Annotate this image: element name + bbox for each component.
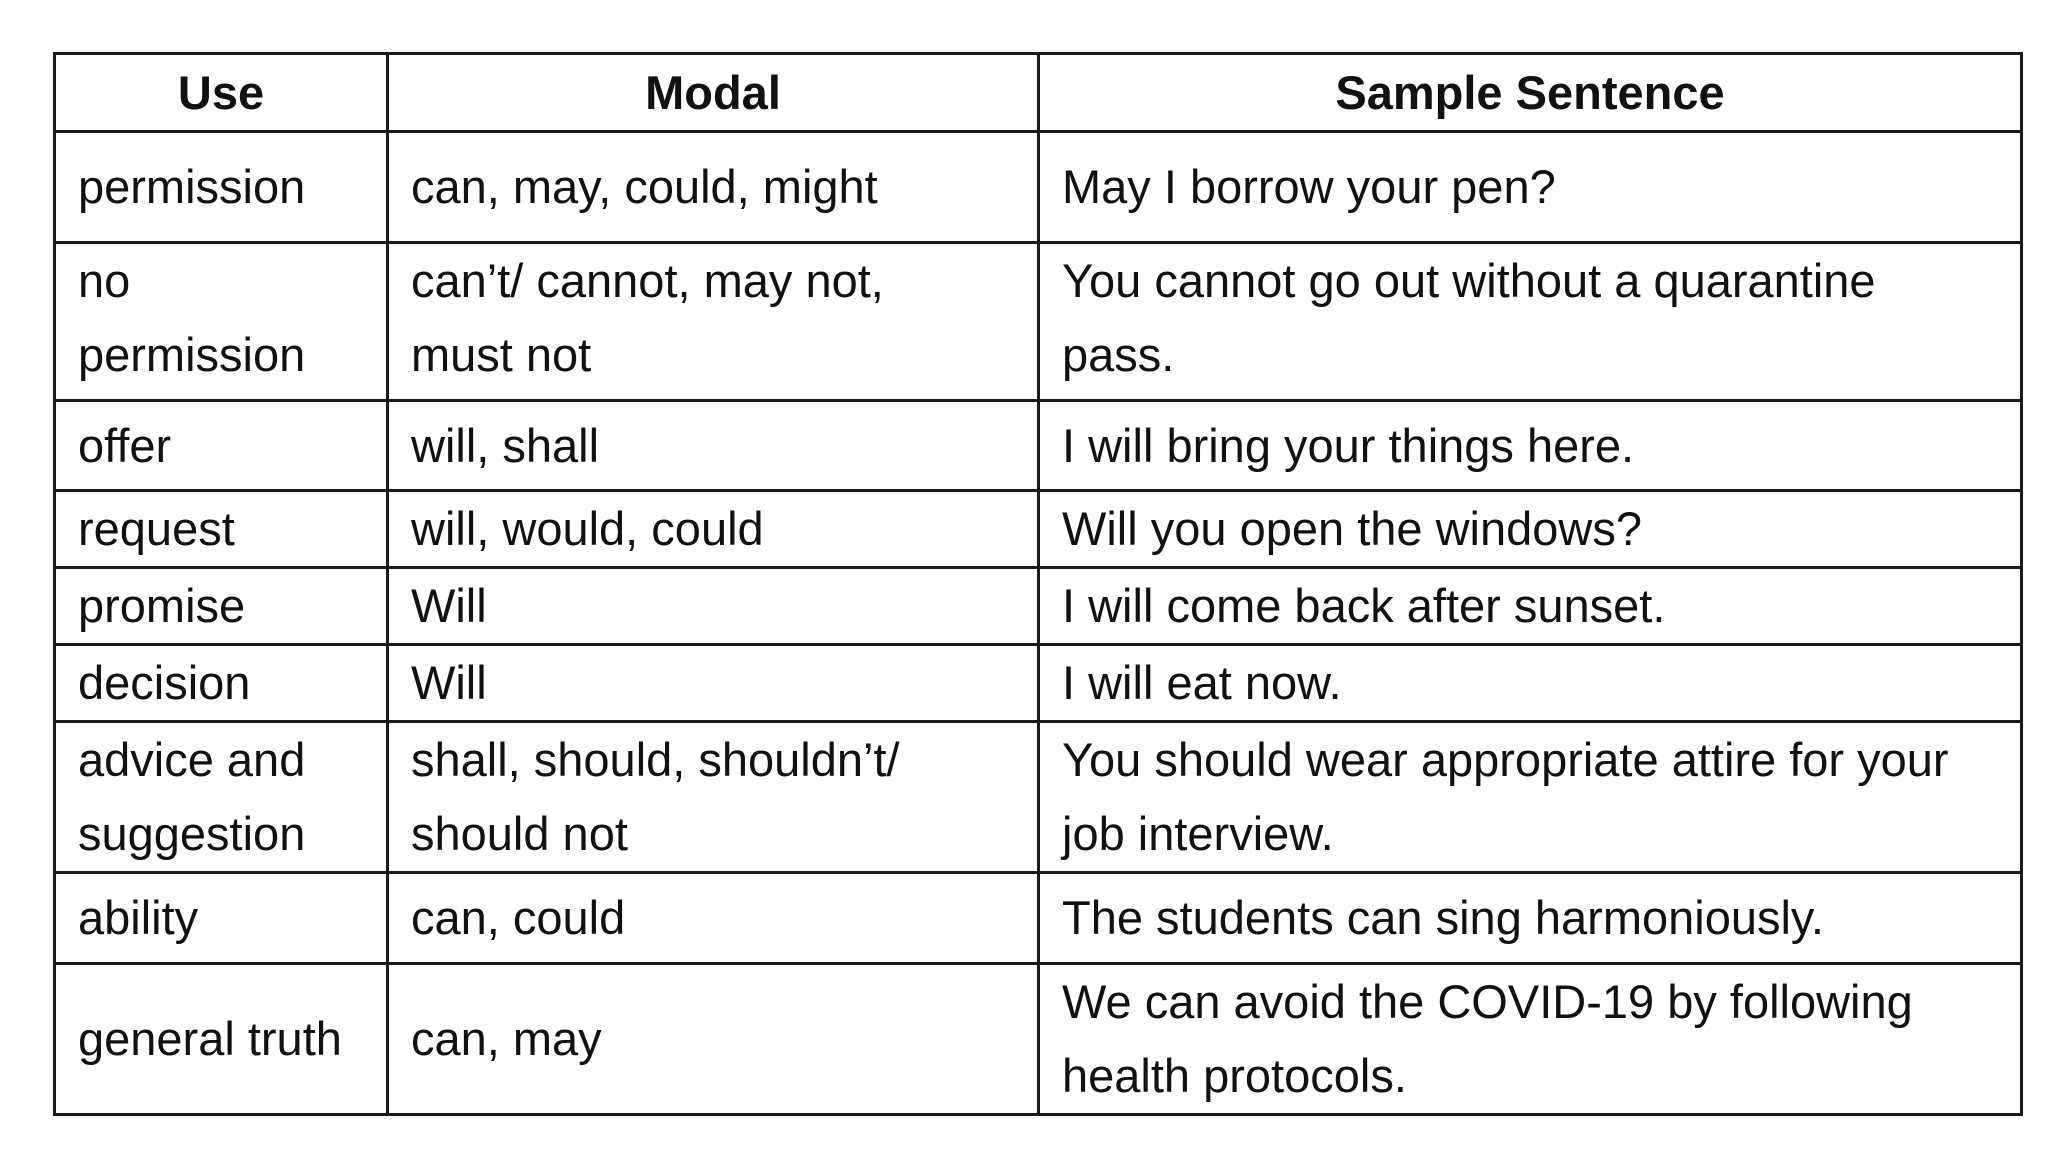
table-row — [55, 568, 2022, 645]
cell-use — [55, 401, 388, 491]
modal-text: Will — [411, 579, 487, 632]
header-use: Use — [55, 54, 388, 132]
sample-text: The students can sing harmoniously. — [1062, 891, 1824, 944]
cell-modal — [388, 722, 1039, 873]
cell-sample — [1039, 722, 2022, 873]
sample-text: I will come back after sunset. — [1062, 579, 1666, 632]
table-row — [55, 243, 2022, 401]
cell-use — [55, 568, 388, 645]
table-row — [55, 401, 2022, 491]
table-row — [55, 873, 2022, 964]
table-row — [55, 722, 2022, 873]
table-body — [55, 132, 2022, 1115]
use-text: decision — [78, 656, 251, 709]
use-text: permission — [78, 160, 306, 213]
modal-text: will, shall — [411, 418, 600, 472]
cell-use — [55, 243, 388, 401]
cell-modal — [388, 243, 1039, 401]
cell-use — [55, 645, 388, 722]
modal-text: will, would, could — [411, 502, 764, 555]
header-row — [55, 54, 2022, 132]
table-row — [55, 645, 2022, 722]
table-row — [55, 132, 2022, 243]
cell-modal — [388, 873, 1039, 964]
modal-verbs-table — [53, 52, 2023, 1116]
use-text: promise — [78, 579, 246, 632]
modal-text: can, could — [411, 891, 626, 944]
cell-modal — [388, 645, 1039, 722]
header-sample-sentence: Sample Sentence — [1039, 54, 2022, 132]
sample-text: We can avoid the COVID-19 by following health protocols. — [1062, 975, 1913, 1102]
modal-text: shall, should, shouldn’t/ should not — [411, 733, 900, 860]
cell-sample — [1039, 964, 2022, 1115]
sample-text: You should wear appropriate attire for your job interview. — [1062, 733, 1949, 860]
use-text: request — [78, 502, 235, 555]
modal-text: can’t/ cannot, may not, must not — [411, 254, 884, 381]
use-text: advice and suggestion — [78, 733, 306, 860]
sample-text: I will eat now. — [1062, 656, 1342, 709]
header-modal: Modal — [388, 54, 1039, 132]
use-text: no permission — [78, 254, 306, 381]
sample-text: You cannot go out without a quarantine pass. — [1062, 254, 1876, 381]
cell-sample — [1039, 132, 2022, 243]
cell-use — [55, 491, 388, 568]
cell-modal — [388, 401, 1039, 491]
cell-sample — [1039, 401, 2022, 491]
use-text: general truth — [78, 1012, 342, 1065]
cell-sample — [1039, 243, 2022, 401]
cell-sample — [1039, 873, 2022, 964]
cell-use — [55, 964, 388, 1115]
cell-sample — [1039, 568, 2022, 645]
sample-text: Will you open the windows? — [1062, 502, 1642, 555]
cell-modal — [388, 491, 1039, 568]
sample-text: May I borrow your pen? — [1062, 160, 1556, 213]
cell-sample — [1039, 491, 2022, 568]
cell-use — [55, 722, 388, 873]
modal-text: Will — [411, 656, 487, 709]
use-text: ability — [78, 891, 199, 944]
cell-sample — [1039, 645, 2022, 722]
cell-use — [55, 132, 388, 243]
cell-modal — [388, 964, 1039, 1115]
table-row — [55, 964, 2022, 1115]
modal-text: can, may — [411, 1012, 602, 1065]
sample-text: I will bring your things here. — [1062, 418, 1635, 472]
cell-modal — [388, 132, 1039, 243]
cell-modal — [388, 568, 1039, 645]
table-header — [55, 54, 2022, 132]
table-row — [55, 491, 2022, 568]
use-text: offer — [78, 418, 172, 472]
cell-use — [55, 873, 388, 964]
modal-text: can, may, could, might — [411, 160, 878, 213]
